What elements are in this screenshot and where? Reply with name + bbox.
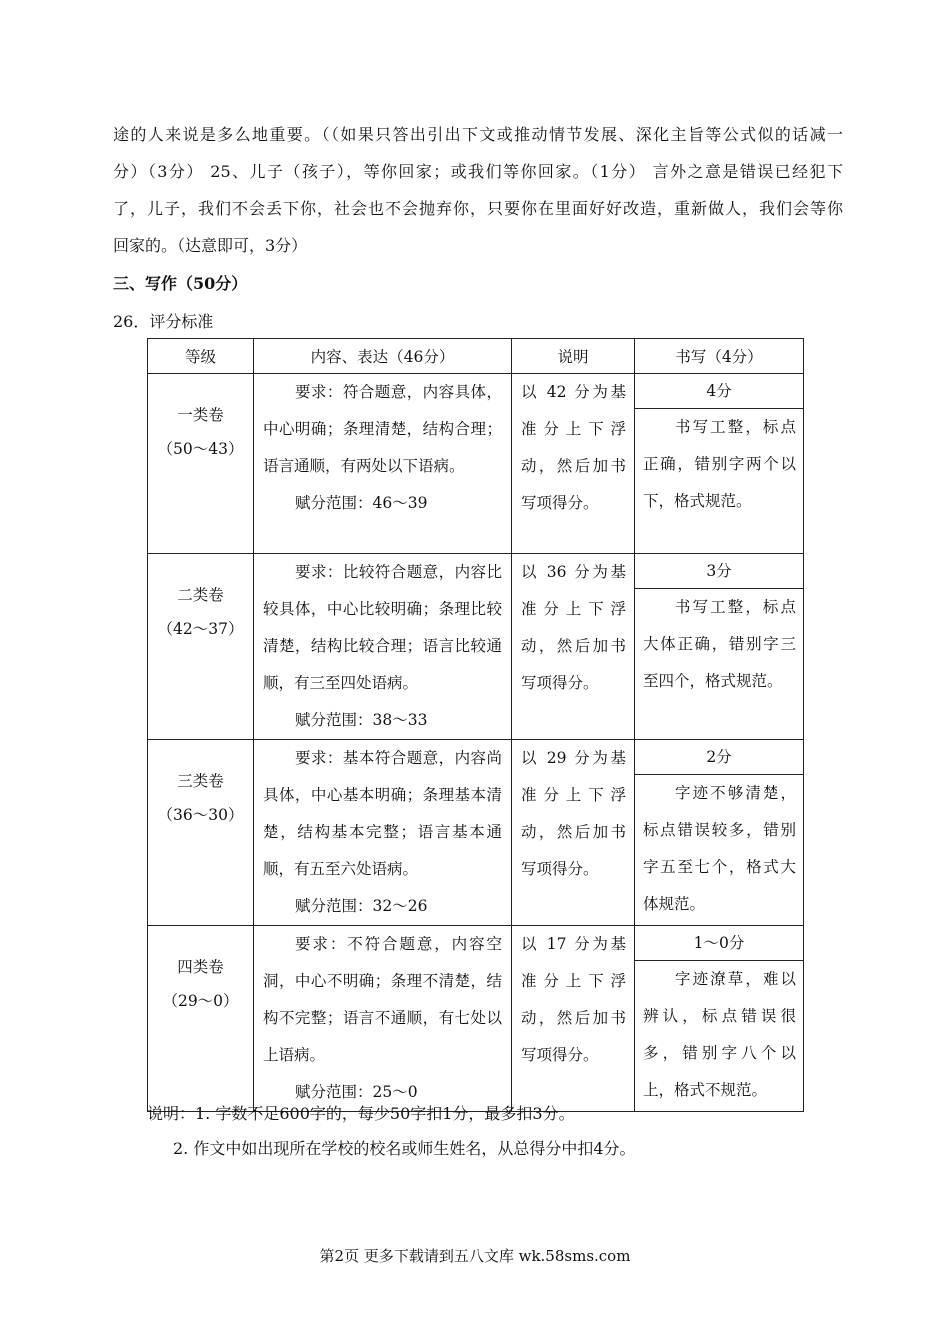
grading-table xyxy=(147,338,804,1112)
grade-label: 三类卷 xyxy=(177,772,224,790)
note-cell: 以 36 分为基准分上下浮动，然后加书写项得分。 xyxy=(512,554,635,740)
writing-desc: 字迹不够清楚，标点错误较多，错别字五至七个，格式大体规范。 xyxy=(643,784,796,913)
note-cell: 以 29 分为基准分上下浮动，然后加书写项得分。 xyxy=(512,740,635,926)
requirement-text: 要求：比较符合题意，内容比较具体，中心比较明确；条理比较清楚，结构比较合理；语言比较通顺，有三至四处语病。 xyxy=(263,563,502,692)
paragraph-line: 了，儿子，我们不会丢下你，社会也不会抛弃你，只要你在里面好好改造，重新做人，我们会等你 xyxy=(113,199,843,218)
header-grade: 等级 xyxy=(148,339,254,374)
score-range: 赋分范围：46～39 xyxy=(295,494,428,512)
writing-desc: 书写工整，标点正确，错别字两个以下，格式规范。 xyxy=(643,418,796,510)
section-title: 三、写作（50分） xyxy=(113,274,248,293)
header-writing: 书写（4分） xyxy=(635,339,804,374)
content-cell xyxy=(254,926,512,1112)
table-row xyxy=(148,374,804,554)
note-line-2: 2. 作文中如出现所在学校的校名或师生姓名，从总得分中扣4分。 xyxy=(173,1139,636,1158)
writing-cell xyxy=(635,740,804,926)
grade-range: （42～37） xyxy=(157,620,244,638)
writing-cell xyxy=(635,374,804,554)
writing-desc: 书写工整，标点大体正确，错别字三至四个，格式规范。 xyxy=(643,598,796,690)
grade-cell xyxy=(148,374,254,554)
requirement-text: 要求：基本符合题意，内容尚具体，中心基本明确；条理基本清楚，结构基本完整；语言基本通顺，有五至六处语病。 xyxy=(263,749,502,878)
requirement-text: 要求：符合题意，内容具体，中心明确；条理清楚，结构合理；语言通顺，有两处以下语病。 xyxy=(263,383,502,475)
paragraph-line: 分）（3分） 25、儿子（孩子），等你回家；或我们等你回家。（1分） 言外之意是错误已经犯下 xyxy=(113,162,843,181)
writing-score: 3分 xyxy=(635,554,803,589)
note-cell: 以 42 分为基准分上下浮动，然后加书写项得分。 xyxy=(512,374,635,554)
grade-cell xyxy=(148,926,254,1112)
grade-range: （36～30） xyxy=(157,806,244,824)
grade-label: 一类卷 xyxy=(177,406,224,424)
answer-paragraph xyxy=(113,116,843,264)
header-note: 说明 xyxy=(512,339,635,374)
note-cell: 以 17 分为基准分上下浮动，然后加书写项得分。 xyxy=(512,926,635,1112)
page-footer: 第2页 更多下载请到五八文库 wk.58sms.com xyxy=(319,1247,631,1265)
writing-score: 1～0分 xyxy=(635,926,803,961)
writing-desc: 字迹潦草，难以辨认，标点错误很多，错别字八个以上，格式不规范。 xyxy=(643,970,796,1099)
note-line-1: 说明：1. 字数不足600字的，每少50字扣1分，最多扣3分。 xyxy=(147,1104,575,1123)
score-range: 赋分范围：25～0 xyxy=(295,1083,418,1101)
content-cell xyxy=(254,374,512,554)
table-header-row xyxy=(148,339,804,374)
grade-cell xyxy=(148,740,254,926)
item-title: 26．评分标准 xyxy=(113,312,214,331)
grade-cell xyxy=(148,554,254,740)
writing-score: 2分 xyxy=(635,740,803,775)
requirement-text: 要求：不符合题意，内容空洞，中心不明确；条理不清楚，结构不完整；语言不通顺，有七处以上语病。 xyxy=(263,935,502,1064)
score-range: 赋分范围：32～26 xyxy=(295,897,428,915)
table-row xyxy=(148,554,804,740)
grade-range: （29～0） xyxy=(162,992,239,1010)
content-cell xyxy=(254,740,512,926)
grade-range: （50～43） xyxy=(157,440,244,458)
table-row xyxy=(148,926,804,1112)
table-row xyxy=(148,740,804,926)
paragraph-line: 途的人来说是多么地重要。（（如果只答出引出下文或推动情节发展、深化主旨等公式似的话减一 xyxy=(113,125,843,144)
grade-label: 四类卷 xyxy=(177,958,224,976)
writing-cell xyxy=(635,554,804,740)
writing-score: 4分 xyxy=(635,374,803,409)
grade-label: 二类卷 xyxy=(177,586,224,604)
header-content: 内容、表达（46分） xyxy=(254,339,512,374)
paragraph-line: 回家的。（达意即可，3分） xyxy=(113,236,308,255)
content-cell xyxy=(254,554,512,740)
writing-cell xyxy=(635,926,804,1112)
score-range: 赋分范围：38～33 xyxy=(295,711,428,729)
